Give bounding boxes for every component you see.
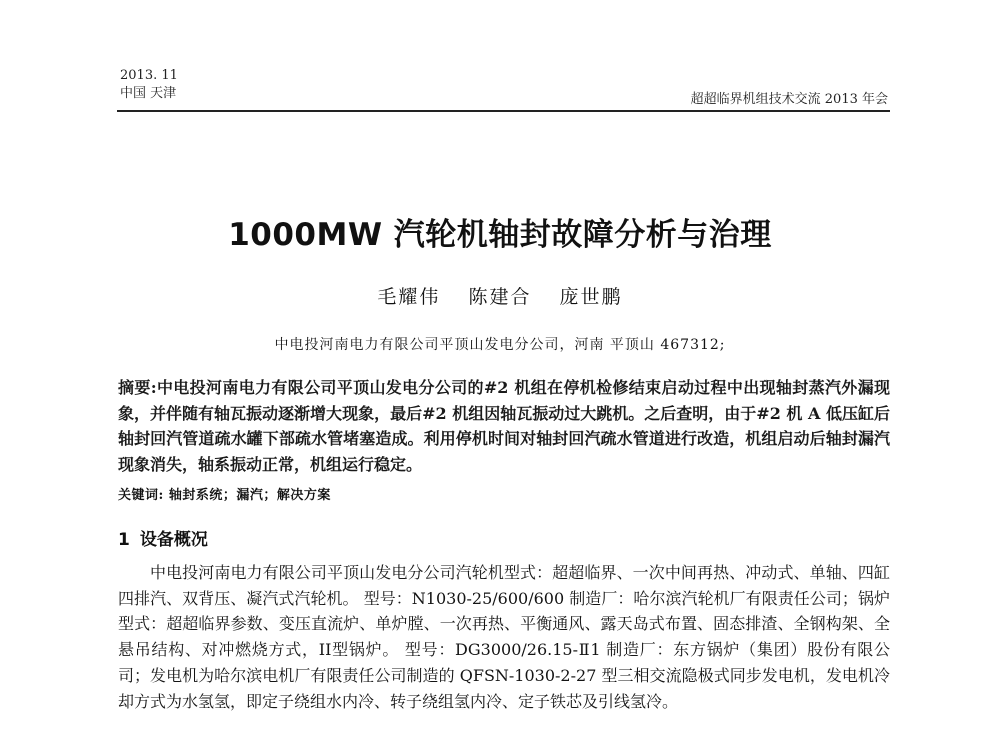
header-place: 中国 天津: [120, 86, 177, 101]
author-name: 庞世鹏: [559, 286, 623, 308]
abstract-label: 摘要:: [118, 378, 157, 397]
header-conference: 超超临界机组技术交流 2013 年会: [690, 92, 888, 107]
section-number: 1: [118, 530, 130, 550]
author-list: [0, 284, 1000, 310]
section-title: 设备概况: [139, 530, 208, 550]
section-body: 中电投河南电力有限公司平顶山发电分公司汽轮机型式：超超临界、一次中间再热、冲动式、单轴、四缸四排汽、双背压、凝汽式汽轮机。 型号：N1030-25/600/600 制造厂：哈尔滨汽轮机厂有限责任公司；锅炉型式：超超临界参数、变压直流炉、单炉膛、一次再热、平衡通风、露天岛式布置、固态排渣、全钢构架、全悬吊结构、对冲燃烧方式，II型锅炉。 型号：DG3000/26.15-Ⅱ1 制造厂：东方锅炉（集团）股份有限公司；发电机为哈尔滨电机厂有限责任公司制造的 QFSN-1030-2-27 型三相交流隐极式同步发电机，发电机冷却方式为水氢氢，即定子绕组水内冷、转子绕组氢内冷、定子铁芯及引线氢冷。: [118, 563, 890, 711]
paper-title: 1000MW 汽轮机轴封故障分析与治理: [228, 217, 772, 253]
keywords-text: 轴封系统；漏汽；解决方案: [168, 488, 331, 503]
abstract: [118, 375, 890, 478]
header-date: 2013. 11: [120, 68, 178, 83]
keywords: [118, 487, 331, 505]
author-name: 毛耀伟: [377, 286, 441, 308]
abstract-text: 中电投河南电力有限公司平顶山发电分公司的#2 机组在停机检修结束启动过程中出现轴封蒸汽外漏现象，并伴随有轴瓦振动逐渐增大现象，最后#2 机组因轴瓦振动过大跳机。之后查明，由于#2 机 A 低压缸后轴封回汽管道疏水罐下部疏水管堵塞造成。利用停机时间对轴封回汽疏水管道进行改造，机组启动后轴封漏汽现象消失，轴系振动正常，机组运行稳定。: [118, 378, 890, 475]
section-heading: [118, 528, 208, 552]
header-rule: [117, 110, 890, 112]
keywords-label: 关键词:: [118, 488, 164, 503]
author-name: 陈建合: [468, 286, 532, 308]
affiliation: 中电投河南电力有限公司平顶山发电分公司，河南 平顶山 467312;: [274, 337, 726, 353]
